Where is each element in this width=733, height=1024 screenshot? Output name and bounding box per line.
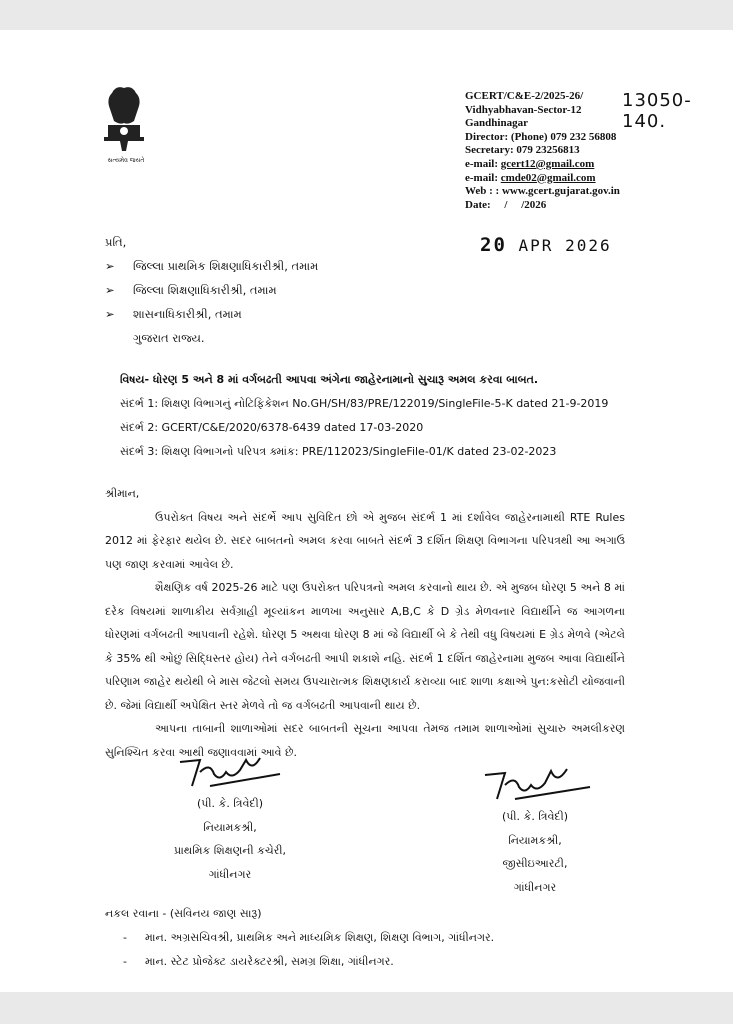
handwritten-ref-number: 13050-140. [622,90,692,132]
dash-bullet-icon: - [123,955,127,968]
copy-to-label: નકલ રવાના - (સવિનય જાણ સારૂ) [105,907,262,920]
signatory-office: જીસીઇઆરટી, [502,857,568,870]
date-stamp [480,234,612,256]
director-phone: Director: (Phone) 079 232 56808 [465,130,617,143]
email-line-2 [465,172,620,186]
copy-to-item [105,926,494,950]
stamp-month-year: APR 2026 [518,236,612,255]
stamp-day: 20 [480,234,507,256]
paragraph: આપના તાબાની શાળાઓમાં સદર બાબતની સૂચના આપવા તેમજ તમામ શાળાઓમાં સુચારુ અમલીકરણ સુનિશ્ચિત કરવા આથી જણાવવામાં આવે છે. [105,722,625,759]
copy-to-text: માન. સ્ટેટ પ્રોજેક્ટ ડાયરેક્ટરશ્રી, સમગ્ર શિક્ષા, ગાંધીનગર. [145,955,394,968]
signatory-city: ગાંધીનગર [208,867,252,881]
email-link[interactable]: gcert12@gmail.com [500,157,595,170]
secretary-phone: Secretary: 079 23256813 [465,144,580,157]
email-link[interactable]: cmde02@gmail.com [500,171,596,184]
copy-to-block [105,902,494,974]
recipient-text: જિલ્લા પ્રાથમિક શિક્ષણાધિકારીશ્રી, તમામ [133,259,319,273]
signatory-city: ગાંધીનગર [513,880,557,894]
address-city: Gandhinagar [465,117,528,130]
salutation: શ્રીમાન, [105,487,140,500]
arrow-bullet-icon: ➢ [105,259,115,273]
signatory-office: પ્રાથમિક શિક્ષણની કચેરી, [173,844,287,857]
recipient [105,302,318,326]
email-label: e-mail: [465,171,501,184]
reference-3: સંદર્ભ 3: શિક્ષણ વિભાગનો પરિપત્ર ક્માંક: PRE/112023/SingleFile-01/K dated 23-02-2023 [120,445,557,458]
reference-1: સંદર્ભ 1: શિક્ષણ વિભાગનું નોટિફિકેશન No.GH/SH/83/PRE/122019/SingleFile-5-K dated 21-9-2019 [120,397,609,410]
emblem-motto: સત્યમેવ જયતે [107,157,145,164]
date-line: Date: / /2026 [465,198,547,211]
national-emblem-icon [98,85,150,165]
reference-2: સંદર્ભ 2: GCERT/C&E/2020/6378-6439 dated 17-03-2020 [120,421,424,434]
signature-block-2 [475,765,595,899]
letter-page [0,30,733,992]
email-line-1 [465,158,620,172]
arrow-bullet-icon: ➢ [105,283,115,297]
paragraph: ઉપરોક્ત વિષય અને સંદર્ભે આપ સુવિદિત છો એ મુજબ સંદર્ભ 1 માં દર્શાવેલ જાહેરનામાથી RTE Rules 2012 માં ફેરફાર થયેલ છે. સદર બાબતનો અમલ કરવા બાબતે સંદર્ભ 3 દર્શિત શિક્ષણ વિભાગના પરિપત્રથી આ અગાઉ પણ જાણ કરવામાં આવેલ છે. [105,510,625,571]
email-label: e-mail: [465,157,501,170]
state-text: ગુજરાત રાજ્ય. [133,331,205,345]
signature-block-1 [150,752,310,886]
to-label: પ્રતિ, [105,235,127,249]
signature-icon [170,752,290,792]
address-line: Vidhyabhavan-Sector-12 [465,103,582,116]
letter-body [105,482,625,764]
signature-icon [475,765,595,805]
recipient-text: જિલ્લા શિક્ષણાધિકારીશ્રી, તમામ [133,283,277,297]
copy-to-text: માન. અગ્રસચિવશ્રી, પ્રાથમિક અને માધ્યમિક શિક્ષણ, શિક્ષણ વિભાગ, ગાંધીનગર. [145,931,495,944]
recipients-block [105,230,318,350]
reference-number: GCERT/C&E-2/2025-26/ [465,90,584,102]
subject-line: વિષય- ધોરણ 5 અને 8 માં વર્ગબઢતી આપવા અંગેના જાહેરનામાનો સુચારૂ અમલ કરવા બાબત. [120,373,539,386]
letterhead [465,90,620,212]
dash-bullet-icon: - [123,931,127,944]
arrow-bullet-icon: ➢ [105,307,115,321]
signatory-name: (પી. કે. ત્રિવેદી) [196,797,264,810]
recipient [105,254,318,278]
recipient [105,278,318,302]
copy-to-item [105,950,494,974]
state [105,326,318,350]
signatory-title: નિયામકશ્રી, [508,833,562,847]
signatory-title: નિયામકશ્રી, [203,820,257,834]
paragraph: શૈક્ષણિક વર્ષ 2025-26 માટે પણ ઉપરોક્ત પરિપત્રનો અમલ કરવાનો થાય છે. એ મુજબ ધોરણ 5 અને 8 માં દરેક વિષયમાં શાળાકીય સર્વગ્રાહી મૂલ્યાંકન માળખા અનુસાર A,B,C કે D ગ્રેડ મેળવનાર વિદ્યાર્થીને જ આગળના ધોરણમાં વર્ગબઢતી આપવાની રહેશે. ધોરણ 5 અથવા ધોરણ 8 માં જે વિદ્યાર્થી બે કે તેથી વધુ વિષયમાં E ગ્રેડ મેળવે (એટલે કે 35% થી ઓછું સિદ્ધિસ્તર હોય) તેને વર્ગબઢતી આપી શકાશે નહિ. સંદર્ભ 1 દર્શિત જાહેરનામા મુજબ આવા વિદ્યાર્થીને પરિણામ જાહેર થયેથી બે માસ જેટલો સમય ઉપચારાત્મક શિક્ષણકાર્ય કરાવ્યા બાદ શાળા કક્ષાએ પુન:કસોટી યોજવાની છે. જેમાં વિદ્યાર્થી અપેક્ષિત સ્તર મેળવે તો જ વર્ગબઢતી આપવાની થાય છે. [105,581,625,712]
subject-block [120,368,608,464]
recipient-text: શાસનાધિકારીશ્રી, તમામ [133,307,242,321]
website: Web : : www.gcert.gujarat.gov.in [465,185,620,198]
signatory-name: (પી. કે. ત્રિવેદી) [501,810,569,823]
